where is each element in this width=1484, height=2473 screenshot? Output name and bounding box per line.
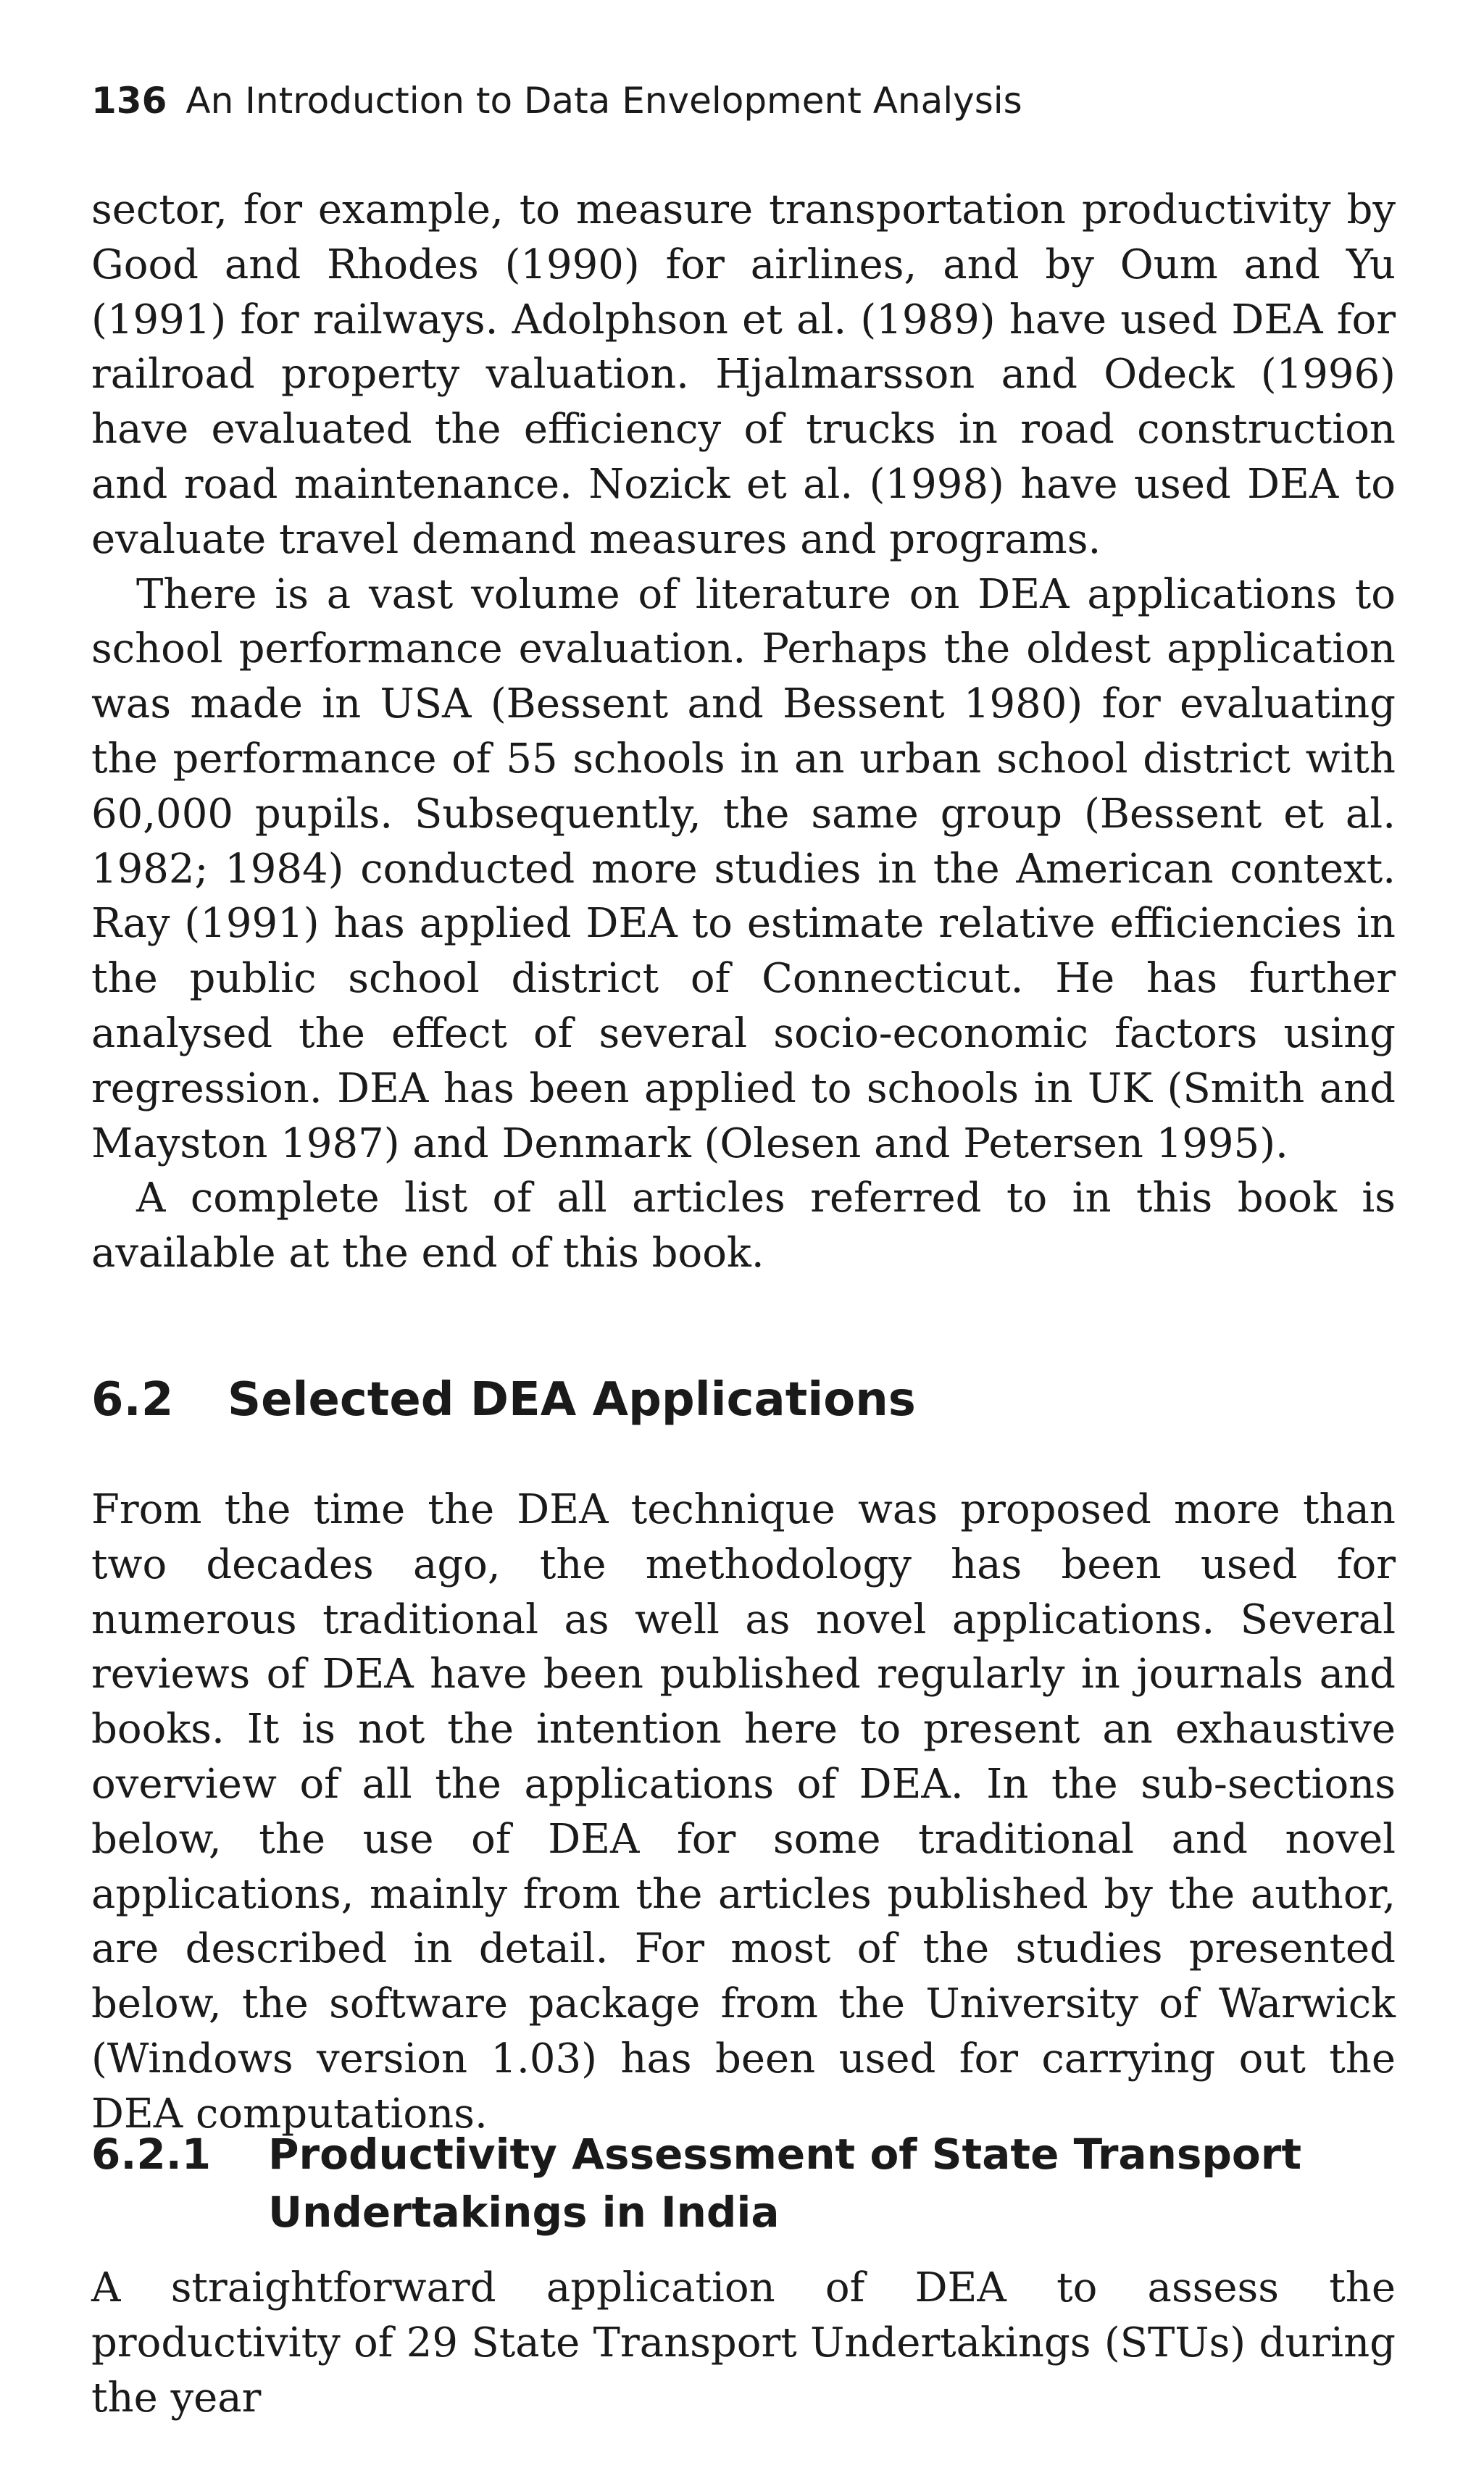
running-head: [91, 75, 1022, 126]
paragraph-school-performance: There is a vast volume of literature on DEA applications to school performance evaluation. Perhaps the oldest application was made in USA (Bessent and Bessent 1980) for evaluating the performance of 55 schools in an urban school district with 60,000 pupils. Subsequently, the same group (Bessent et al. 1982; 1984) conducted more studies in the American context. Ray (1991) has applied DEA to estimate relative efficiencies in the public school district of Connecticut. He has further analysed the effect of several socio-economic factors using regression. DEA has been applied to schools in UK (Smith and Mayston 1987) and Denmark (Olesen and Petersen 1995).: [91, 570, 1396, 1167]
paragraph-stu-productivity: A straightforward application of DEA to assess the productivity of 29 State Transport Undertakings (STUs) during the year: [91, 2264, 1396, 2422]
book-title: An Introduction to Data Envelopment Analysis: [186, 80, 1022, 122]
paragraph-articles-list: A complete list of all articles referred to in this book is available at the end of this book.: [91, 1175, 1396, 1277]
text-block-section-6-2-1: [91, 2261, 1396, 2425]
subsection-number: 6.2.1: [91, 2130, 212, 2179]
section-number: 6.2: [91, 1373, 174, 1427]
section-title: Selected DEA Applications: [228, 1373, 916, 1427]
section-heading-6-2: [91, 1371, 1396, 1429]
text-block-top: [91, 183, 1396, 1281]
paragraph-transport-studies: sector, for example, to measure transportation productivity by Good and Rhodes (1990) for airlines, and by Oum and Yu (1991) for railways. Adolphson et al. (1989) have used DEA for railroad property valuation. Hjalmarsson and Odeck (1996) have evaluated the efficiency of trucks in road construction and road maintenance. Nozick et al. (1998) have used DEA to evaluate travel demand measures and programs.: [91, 186, 1396, 563]
paragraph-selected-applications: From the time the DEA technique was proposed more than two decades ago, the methodology has been used for numerous traditional as well as novel applications. Several reviews of DEA have been published regularly in journals and books. It is not the intention here to present an exhaustive overview of all the applications of DEA. In the sub-sections below, the use of DEA for some traditional and novel applications, mainly from the articles published by the author, are described in detail. For most of the studies presented below, the software package from the University of Warwick (Windows version 1.03) has been used for carrying out the DEA computations.: [91, 1486, 1396, 2138]
page-number: 136: [91, 80, 167, 122]
subsection-title: Productivity Assessment of State Transport Undertakings in India: [268, 2130, 1302, 2237]
text-block-section-6-2: [91, 1482, 1396, 2142]
subsection-heading-6-2-1: [91, 2125, 1396, 2241]
